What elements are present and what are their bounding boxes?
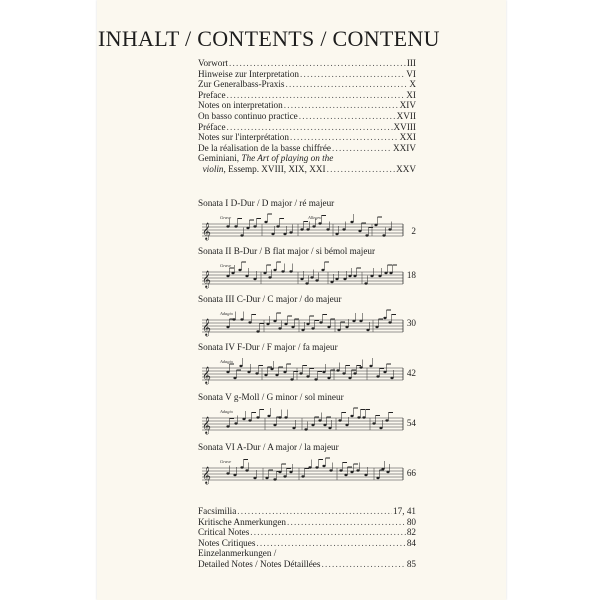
note: [318, 222, 321, 224]
staff-svg: [198, 456, 408, 486]
note: [240, 466, 243, 468]
note: [372, 422, 375, 424]
note: [366, 329, 369, 331]
note: [239, 365, 242, 367]
sonata-page-number: 2: [411, 226, 416, 236]
note: [315, 279, 318, 281]
toc-label-italic: The Art of playing on the: [241, 153, 334, 164]
note: [281, 270, 284, 272]
toc-label-italic: violin: [202, 163, 224, 174]
note: [345, 424, 348, 426]
note: [348, 377, 351, 379]
toc-row-geminiani-line2[interactable]: [198, 164, 416, 175]
note: [370, 275, 373, 277]
staff-svg: [198, 308, 408, 338]
sonata-title[interactable]: Sonata III C-Dur / C major / do majeur: [198, 294, 342, 304]
note: [289, 231, 292, 233]
note: [376, 477, 379, 479]
sonata-title[interactable]: Sonata I D-Dur / D major / ré majeur: [198, 198, 335, 208]
note: [384, 272, 387, 274]
toc-row[interactable]: [198, 111, 416, 122]
treble-clef-icon: 𝄞: [202, 318, 211, 336]
note: [306, 228, 309, 230]
sonata-title[interactable]: Sonata II B-Dur / B flat major / si bémol majeur: [198, 246, 376, 256]
note: [353, 275, 356, 277]
toc-page-number: XI: [406, 89, 416, 100]
note: [329, 469, 332, 471]
note: [306, 375, 309, 377]
toc-row-detailed-line1[interactable]: [198, 548, 416, 559]
sonata-page-number: 18: [406, 270, 416, 280]
toc-label-rest: , Essemp. XVIII, XIX, XXI: [223, 163, 326, 174]
toc-row[interactable]: [198, 69, 416, 80]
leader-dots: [256, 538, 405, 549]
note: [350, 415, 353, 417]
staff-svg: [198, 260, 408, 290]
note: [289, 471, 292, 473]
note: [356, 469, 359, 471]
note: [343, 278, 346, 280]
note: [369, 365, 372, 367]
toc-label: Préface: [198, 121, 226, 132]
sonata-page-number: 42: [406, 368, 416, 378]
note: [315, 466, 318, 468]
note: [284, 416, 287, 418]
toc-label: Vorwort: [198, 58, 228, 68]
note: [276, 225, 279, 227]
note: [311, 327, 314, 329]
note: [253, 278, 256, 280]
note: [348, 275, 351, 277]
note: [264, 221, 267, 223]
toc-page-number: 84: [406, 537, 416, 548]
note: [273, 424, 276, 426]
note: [264, 374, 267, 376]
toc-label: Hinweise zur Interpretation: [198, 68, 300, 79]
leader-dots: [227, 122, 393, 133]
treble-clef-icon: 𝄞: [202, 222, 211, 240]
leader-dots: [227, 90, 406, 101]
leader-dots: [327, 164, 395, 175]
leader-dots: [284, 100, 399, 111]
sonata-page-number: 54: [406, 418, 416, 428]
sonata-page-number: 66: [406, 468, 416, 478]
note: [246, 227, 249, 229]
music-incipit: [198, 308, 408, 338]
note: [278, 327, 281, 329]
toc-label: Einzelanmerkungen /: [198, 548, 277, 559]
toc-page-number: XVII: [396, 110, 416, 121]
note: [335, 233, 338, 235]
leader-dots: [290, 132, 399, 143]
note: [267, 415, 270, 417]
note: [330, 281, 333, 283]
note: [337, 329, 340, 331]
note: [335, 278, 338, 280]
note: [362, 416, 365, 418]
note: [383, 317, 386, 319]
toc-label: De la réalisation de la basse chiffrée: [198, 142, 331, 153]
toc-label: [198, 164, 326, 175]
note: [253, 225, 256, 227]
toc-page-number: 85: [406, 558, 416, 569]
note: [314, 378, 317, 380]
note: [234, 422, 237, 424]
toc-page-number: 80: [406, 516, 416, 527]
tempo-marking: Grave: [220, 263, 232, 268]
note: [291, 326, 294, 328]
note: [364, 474, 367, 476]
note: [319, 321, 322, 323]
note: [375, 326, 378, 328]
sonata-title[interactable]: Sonata VI A-Dur / A major / la majeur: [198, 442, 339, 452]
note: [308, 466, 311, 468]
note: [245, 469, 248, 471]
toc-page-number: XXI: [399, 132, 416, 143]
toc-row[interactable]: [198, 58, 416, 69]
toc-label: Notes on interpretation: [198, 100, 283, 111]
toc-page-number: XXIV: [393, 142, 416, 153]
note: [328, 427, 331, 429]
note: [374, 224, 377, 226]
treble-clef-icon: 𝄞: [202, 416, 211, 434]
toc-row-detailed-line2[interactable]: [198, 559, 416, 570]
staff-svg: [198, 356, 408, 386]
note: [345, 326, 348, 328]
note: [322, 371, 325, 373]
toc-label: On basso continuo practice: [198, 110, 298, 121]
note: [350, 471, 353, 473]
leader-dots: [299, 111, 396, 122]
note: [359, 366, 362, 368]
toc-front-matter: [198, 58, 416, 175]
note: [247, 371, 250, 373]
note: [379, 427, 382, 429]
note: [226, 326, 229, 328]
toc-row[interactable]: [198, 143, 416, 154]
note: [342, 228, 345, 230]
note: [342, 372, 345, 374]
tempo-marking: Adagio: [220, 409, 233, 414]
note: [266, 323, 269, 325]
note: [381, 468, 384, 470]
note: [256, 330, 259, 332]
toc-page-number: XIV: [399, 100, 416, 111]
note: [385, 419, 388, 421]
note: [240, 234, 243, 236]
note: [358, 230, 361, 232]
treble-clef-icon: 𝄞: [202, 366, 211, 384]
note: [383, 371, 386, 373]
note: [299, 372, 302, 374]
note: [283, 475, 286, 477]
music-incipit: [198, 406, 408, 436]
note: [270, 368, 273, 370]
note: [336, 369, 339, 371]
toc-page-number: X: [409, 79, 416, 90]
note: [238, 269, 241, 271]
leader-dots: [250, 527, 406, 538]
note: [350, 221, 353, 223]
note: [300, 228, 303, 230]
note: [231, 272, 234, 274]
note: [321, 269, 324, 271]
note: [273, 478, 276, 480]
toc-label: Facsimilia: [198, 506, 237, 516]
note: [306, 323, 309, 325]
note: [386, 471, 389, 473]
leader-dots: [237, 506, 392, 517]
toc-row[interactable]: [198, 506, 416, 517]
toc-page-number: III: [406, 58, 416, 68]
treble-clef-icon: 𝄞: [202, 466, 211, 484]
leader-dots: [332, 143, 392, 154]
music-incipit: [198, 456, 408, 486]
note: [364, 282, 367, 284]
toc-row[interactable]: [198, 79, 416, 90]
toc-row[interactable]: [198, 122, 416, 133]
toc-row[interactable]: [198, 527, 416, 538]
leader-dots: [287, 517, 406, 528]
note: [283, 371, 286, 373]
staff-svg: [198, 406, 408, 436]
music-incipit: [198, 212, 408, 242]
tempo-marking: Adagio: [220, 359, 233, 364]
sonata-title[interactable]: Sonata IV F-Dur / F major / fa majeur: [198, 342, 338, 352]
note: [232, 318, 235, 320]
toc-label: Critical Notes: [198, 527, 250, 538]
note: [284, 323, 287, 325]
note: [304, 428, 307, 430]
note: [292, 427, 295, 429]
note: [226, 371, 229, 373]
note: [283, 233, 286, 235]
toc-back-matter: [198, 506, 416, 570]
leader-dots: [300, 69, 405, 80]
tempo-marking: Allegro: [308, 215, 322, 220]
note: [240, 318, 243, 320]
note: [327, 326, 330, 328]
note: [226, 425, 229, 427]
toc-label: Notes Critiques: [198, 537, 256, 548]
note: [357, 416, 360, 418]
toc-row[interactable]: [198, 538, 416, 549]
note: [338, 419, 341, 421]
sonata-title[interactable]: Sonata V g-Moll / G minor / sol mineur: [198, 392, 344, 402]
toc-page-number: XVIII: [393, 121, 416, 132]
note: [301, 329, 304, 331]
note: [290, 378, 293, 380]
leader-dots: [229, 58, 406, 69]
tempo-marking: Grave: [220, 459, 232, 464]
note: [263, 272, 266, 274]
note: [310, 276, 313, 278]
note: [376, 375, 379, 377]
leader-dots: [321, 559, 405, 570]
note: [305, 282, 308, 284]
note: [278, 416, 281, 418]
note: [300, 278, 303, 280]
note: [256, 416, 259, 418]
note: [273, 320, 276, 322]
sonata-page-number: 30: [406, 318, 416, 328]
toc-label: Detailed Notes / Notes Détaillées: [198, 558, 321, 569]
toc-row[interactable]: [198, 90, 416, 101]
note: [327, 377, 330, 379]
toc-label: [198, 153, 333, 164]
note: [271, 233, 274, 235]
toc-row[interactable]: [198, 132, 416, 143]
note: [268, 276, 271, 278]
tempo-marking: Grave: [220, 215, 232, 220]
treble-clef-icon: 𝄞: [202, 270, 211, 288]
note: [265, 477, 268, 479]
tempo-marking: Adagio: [220, 311, 233, 316]
note: [273, 269, 276, 271]
note: [322, 465, 325, 467]
staff-svg: [198, 212, 408, 242]
toc-label: Notes sur l'interprétation: [198, 132, 289, 143]
note: [275, 374, 278, 376]
note: [378, 275, 381, 277]
note: [226, 225, 229, 227]
note: [339, 469, 342, 471]
page-title: INHALT / CONTENTS / CONTENU: [98, 26, 440, 51]
note: [233, 474, 236, 476]
note: [255, 372, 258, 374]
note: [344, 474, 347, 476]
toc-row[interactable]: [198, 517, 416, 528]
note: [248, 321, 251, 323]
toc-label: Preface: [198, 89, 226, 100]
note: [245, 275, 248, 277]
note: [352, 320, 355, 322]
toc-page-number: 82: [406, 527, 416, 538]
music-incipit: [198, 356, 408, 386]
note: [226, 275, 229, 277]
note: [311, 424, 314, 426]
leader-dots: [286, 79, 409, 90]
toc-label: Kritische Anmerkungen: [198, 516, 287, 527]
note: [318, 419, 321, 421]
note: [226, 472, 229, 474]
note: [323, 424, 326, 426]
note: [359, 320, 362, 322]
note: [301, 475, 304, 477]
note: [253, 477, 256, 479]
toc-row[interactable]: [198, 100, 416, 111]
toc-page-number: 17, 41: [393, 506, 416, 516]
music-incipit: [198, 260, 408, 290]
note: [248, 419, 251, 421]
note: [365, 234, 368, 236]
note: [312, 225, 315, 227]
toc-label-prefix: Geminiani,: [198, 153, 242, 164]
note: [326, 228, 329, 230]
note: [382, 234, 385, 236]
note: [233, 377, 236, 379]
note: [242, 418, 245, 420]
note: [289, 270, 292, 272]
toc-page-number: VI: [406, 68, 416, 79]
toc-row-geminiani-line1[interactable]: [198, 153, 416, 164]
toc-label: Zur Generalbass-Praxis: [198, 79, 285, 90]
toc-page-number: XXV: [396, 163, 416, 174]
note: [353, 372, 356, 374]
note: [234, 225, 237, 227]
note: [278, 471, 281, 473]
